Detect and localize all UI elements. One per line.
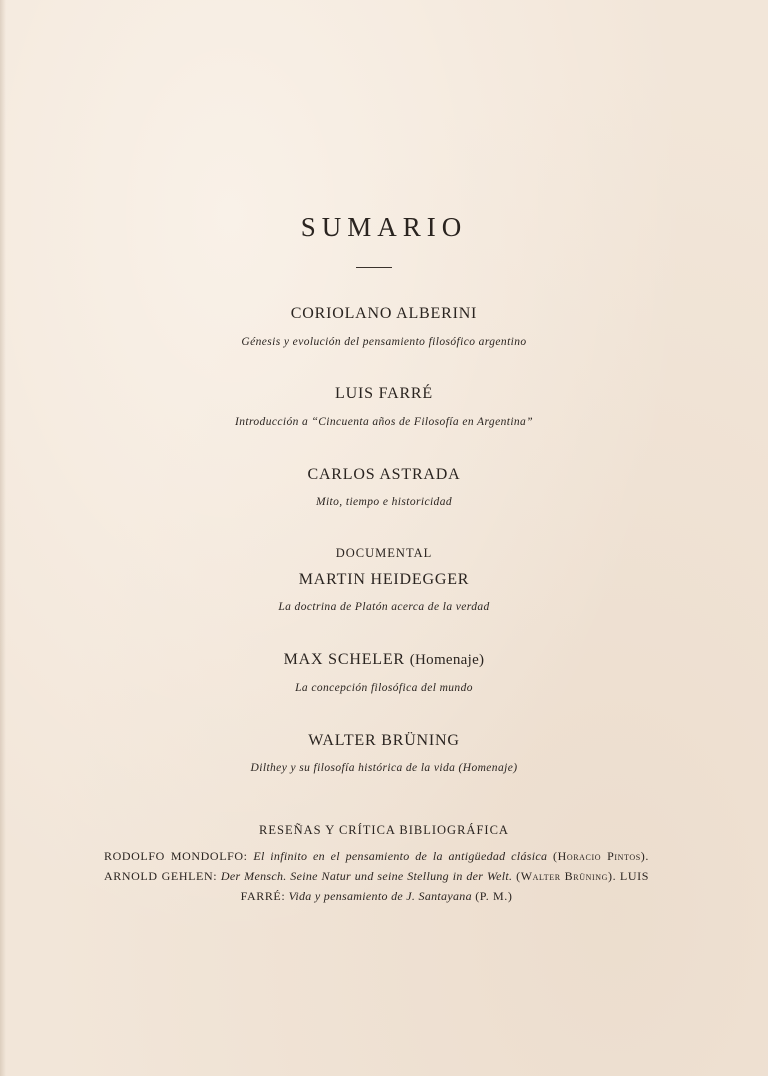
section-label-documental: DOCUMENTAL	[335, 546, 433, 560]
entry-title-alberini: Génesis y evolución del pensamiento filosófico argentino	[241, 336, 527, 348]
review-reviewer-pintos: (Horacio Pintos).	[552, 849, 649, 863]
entry-title-astrada: Mito, tiempo e historicidad	[315, 496, 452, 508]
review-work-mondolfo: El infinito en el pensamiento de la antigüedad clásica	[253, 849, 548, 863]
review-author-farre: LUIS FARRÉ:	[240, 869, 649, 903]
reviews-heading: RESEÑAS Y CRÍTICA BIBLIOGRÁFICA	[259, 823, 509, 837]
page-title: SUMARIO	[300, 212, 468, 242]
title-divider	[356, 267, 392, 268]
entry-author-farre: LUIS FARRÉ	[335, 385, 433, 402]
entry-author-alberini: CORIOLANO ALBERINI	[290, 305, 478, 322]
entry-author-scheler: MAX SCHELER	[283, 651, 405, 668]
review-author-mondolfo: RODOLFO MONDOLFO:	[104, 849, 248, 863]
entry-author-bruning: WALTER BRÜNING	[308, 732, 460, 749]
entry-title-bruning: Dilthey y su filosofía histórica de la vida (Homenaje)	[250, 762, 518, 774]
review-work-farre: Vida y pensamiento de J. Santayana	[288, 889, 472, 903]
entry-author-astrada: CARLOS ASTRADA	[307, 466, 461, 483]
review-work-gehlen: Der Mensch. Seine Natur und seine Stellung in der Welt.	[220, 869, 513, 883]
entry-author-heidegger: MARTIN HEIDEGGER	[298, 571, 470, 588]
entry-title-scheler: La concepción filosófica del mundo	[295, 682, 473, 694]
entry-title-farre: Introducción a “Cincuenta años de Filosofía en Argentina”	[234, 416, 534, 428]
review-reviewer-pm: (P. M.)	[475, 889, 513, 903]
review-author-gehlen: ARNOLD GEHLEN:	[104, 869, 218, 883]
entry-author-scheler-line	[0, 651, 768, 669]
entry-author-note-scheler: (Homenaje)	[409, 652, 485, 668]
reviews-list	[104, 846, 649, 906]
review-reviewer-bruning: (Walter Brüning).	[516, 869, 617, 883]
entry-title-heidegger: La doctrina de Platón acerca de la verdad	[278, 601, 490, 613]
